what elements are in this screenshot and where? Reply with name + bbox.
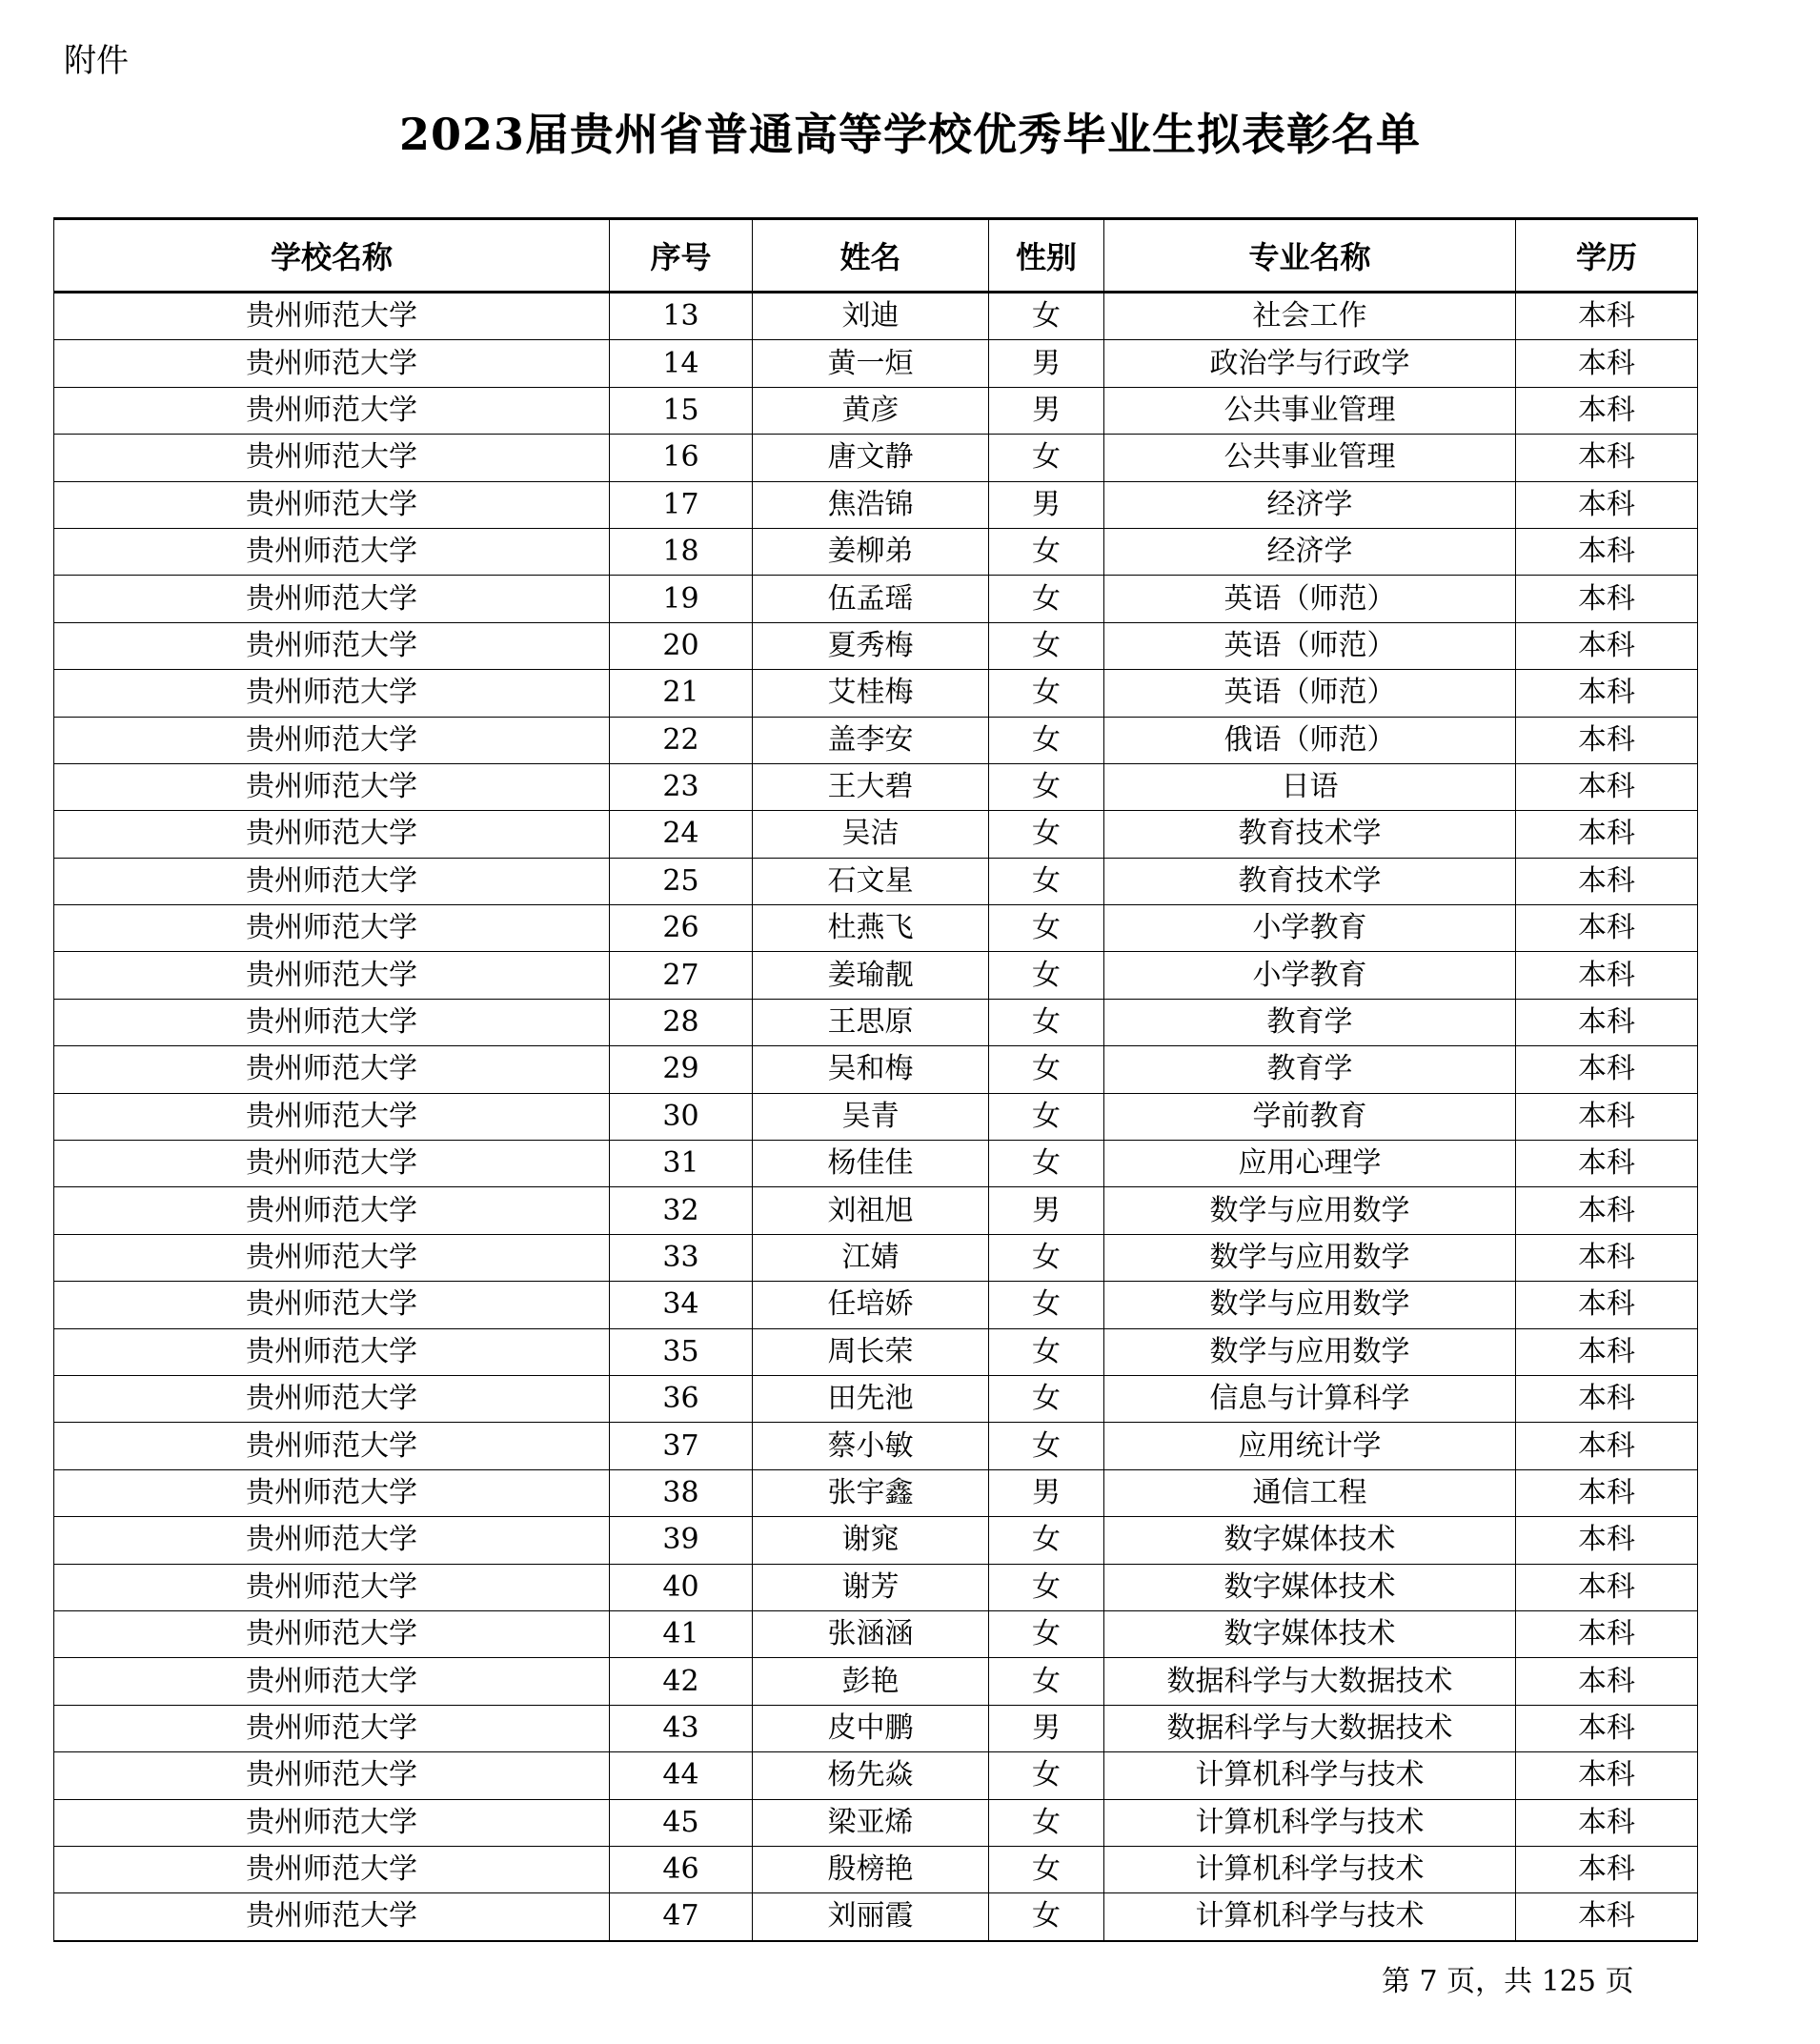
cell-gender: 男 — [989, 481, 1104, 528]
cell-gender: 女 — [989, 1423, 1104, 1469]
cell-major-name: 英语（师范） — [1104, 622, 1516, 669]
cell-school-name: 贵州师范大学 — [54, 1517, 610, 1564]
cell-education-level: 本科 — [1516, 1375, 1698, 1422]
cell-student-name: 谢窕 — [753, 1517, 989, 1564]
cell-major-name: 经济学 — [1104, 481, 1516, 528]
cell-education-level: 本科 — [1516, 1517, 1698, 1564]
cell-major-name: 教育技术学 — [1104, 858, 1516, 904]
cell-student-name: 梁亚烯 — [753, 1799, 989, 1846]
cell-serial-number: 33 — [610, 1234, 753, 1281]
cell-school-name: 贵州师范大学 — [54, 952, 610, 999]
cell-major-name: 教育技术学 — [1104, 811, 1516, 858]
cell-major-name: 数学与应用数学 — [1104, 1328, 1516, 1375]
table-row — [54, 905, 1698, 952]
table-row — [54, 1705, 1698, 1751]
cell-student-name: 彭艳 — [753, 1658, 989, 1705]
cell-education-level: 本科 — [1516, 293, 1698, 340]
cell-education-level: 本科 — [1516, 952, 1698, 999]
cell-education-level: 本科 — [1516, 1141, 1698, 1187]
table-row — [54, 1375, 1698, 1422]
cell-serial-number: 19 — [610, 576, 753, 622]
cell-major-name: 数字媒体技术 — [1104, 1517, 1516, 1564]
cell-school-name: 贵州师范大学 — [54, 1564, 610, 1610]
cell-student-name: 吴和梅 — [753, 1046, 989, 1093]
cell-student-name: 张宇鑫 — [753, 1469, 989, 1516]
cell-serial-number: 20 — [610, 622, 753, 669]
cell-major-name: 数学与应用数学 — [1104, 1187, 1516, 1234]
cell-serial-number: 35 — [610, 1328, 753, 1375]
cell-major-name: 数学与应用数学 — [1104, 1234, 1516, 1281]
cell-school-name: 贵州师范大学 — [54, 1893, 610, 1941]
table-row — [54, 1469, 1698, 1516]
cell-serial-number: 30 — [610, 1093, 753, 1140]
cell-major-name: 数字媒体技术 — [1104, 1564, 1516, 1610]
table-row — [54, 528, 1698, 575]
table-row — [54, 952, 1698, 999]
cell-student-name: 姜柳弟 — [753, 528, 989, 575]
column-header-major-name: 专业名称 — [1104, 219, 1516, 293]
cell-student-name: 王大碧 — [753, 763, 989, 810]
table-row — [54, 1423, 1698, 1469]
cell-school-name: 贵州师范大学 — [54, 905, 610, 952]
cell-student-name: 姜瑜靓 — [753, 952, 989, 999]
cell-gender: 女 — [989, 1328, 1104, 1375]
cell-school-name: 贵州师范大学 — [54, 999, 610, 1045]
cell-school-name: 贵州师范大学 — [54, 1610, 610, 1657]
cell-gender: 女 — [989, 576, 1104, 622]
cell-education-level: 本科 — [1516, 999, 1698, 1045]
cell-gender: 女 — [989, 1282, 1104, 1328]
cell-education-level: 本科 — [1516, 1469, 1698, 1516]
cell-gender: 女 — [989, 622, 1104, 669]
cell-student-name: 刘祖旭 — [753, 1187, 989, 1234]
cell-major-name: 通信工程 — [1104, 1469, 1516, 1516]
cell-student-name: 艾桂梅 — [753, 670, 989, 717]
cell-serial-number: 47 — [610, 1893, 753, 1941]
cell-education-level: 本科 — [1516, 717, 1698, 763]
cell-student-name: 刘迪 — [753, 293, 989, 340]
table-row — [54, 1187, 1698, 1234]
cell-serial-number: 42 — [610, 1658, 753, 1705]
table-row — [54, 1282, 1698, 1328]
table-row — [54, 435, 1698, 481]
table-row — [54, 481, 1698, 528]
cell-education-level: 本科 — [1516, 1846, 1698, 1892]
cell-serial-number: 36 — [610, 1375, 753, 1422]
cell-serial-number: 17 — [610, 481, 753, 528]
table-row — [54, 387, 1698, 434]
cell-student-name: 吴青 — [753, 1093, 989, 1140]
cell-gender: 女 — [989, 435, 1104, 481]
cell-gender: 男 — [989, 1187, 1104, 1234]
table-row — [54, 622, 1698, 669]
cell-student-name: 皮中鹏 — [753, 1705, 989, 1751]
cell-serial-number: 21 — [610, 670, 753, 717]
cell-major-name: 公共事业管理 — [1104, 387, 1516, 434]
table-row — [54, 1799, 1698, 1846]
cell-education-level: 本科 — [1516, 1799, 1698, 1846]
cell-education-level: 本科 — [1516, 763, 1698, 810]
cell-student-name: 盖李安 — [753, 717, 989, 763]
cell-education-level: 本科 — [1516, 670, 1698, 717]
cell-student-name: 杨先焱 — [753, 1752, 989, 1799]
cell-serial-number: 27 — [610, 952, 753, 999]
cell-school-name: 贵州师范大学 — [54, 1423, 610, 1469]
cell-education-level: 本科 — [1516, 1610, 1698, 1657]
cell-gender: 女 — [989, 1610, 1104, 1657]
cell-student-name: 石文星 — [753, 858, 989, 904]
cell-education-level: 本科 — [1516, 811, 1698, 858]
cell-major-name: 教育学 — [1104, 1046, 1516, 1093]
column-header-school-name: 学校名称 — [54, 219, 610, 293]
cell-serial-number: 26 — [610, 905, 753, 952]
cell-school-name: 贵州师范大学 — [54, 1658, 610, 1705]
column-header-student-name: 姓名 — [753, 219, 989, 293]
table-row — [54, 858, 1698, 904]
cell-major-name: 经济学 — [1104, 528, 1516, 575]
cell-gender: 女 — [989, 1658, 1104, 1705]
cell-major-name: 信息与计算科学 — [1104, 1375, 1516, 1422]
cell-serial-number: 22 — [610, 717, 753, 763]
table-header-row — [54, 219, 1698, 293]
cell-education-level: 本科 — [1516, 1234, 1698, 1281]
cell-student-name: 焦浩锦 — [753, 481, 989, 528]
cell-serial-number: 24 — [610, 811, 753, 858]
cell-student-name: 杨佳佳 — [753, 1141, 989, 1187]
document-title: 2023届贵州省普通高等学校优秀毕业生拟表彰名单 — [398, 109, 1422, 160]
cell-school-name: 贵州师范大学 — [54, 1046, 610, 1093]
cell-student-name: 任培娇 — [753, 1282, 989, 1328]
cell-school-name: 贵州师范大学 — [54, 670, 610, 717]
cell-education-level: 本科 — [1516, 1282, 1698, 1328]
cell-education-level: 本科 — [1516, 1046, 1698, 1093]
cell-serial-number: 14 — [610, 340, 753, 387]
table-row — [54, 1846, 1698, 1892]
cell-gender: 女 — [989, 952, 1104, 999]
cell-student-name: 谢芳 — [753, 1564, 989, 1610]
table-row — [54, 670, 1698, 717]
cell-school-name: 贵州师范大学 — [54, 1375, 610, 1422]
cell-student-name: 黄一烜 — [753, 340, 989, 387]
graduate-roster-table — [53, 217, 1698, 1942]
cell-education-level: 本科 — [1516, 1328, 1698, 1375]
cell-gender: 女 — [989, 1234, 1104, 1281]
cell-major-name: 社会工作 — [1104, 293, 1516, 340]
cell-education-level: 本科 — [1516, 481, 1698, 528]
cell-school-name: 贵州师范大学 — [54, 1141, 610, 1187]
cell-serial-number: 44 — [610, 1752, 753, 1799]
table-row — [54, 717, 1698, 763]
cell-school-name: 贵州师范大学 — [54, 1469, 610, 1516]
cell-serial-number: 46 — [610, 1846, 753, 1892]
cell-education-level: 本科 — [1516, 435, 1698, 481]
cell-school-name: 贵州师范大学 — [54, 340, 610, 387]
cell-education-level: 本科 — [1516, 1752, 1698, 1799]
cell-serial-number: 41 — [610, 1610, 753, 1657]
cell-gender: 女 — [989, 1517, 1104, 1564]
cell-gender: 女 — [989, 293, 1104, 340]
cell-school-name: 贵州师范大学 — [54, 293, 610, 340]
cell-serial-number: 25 — [610, 858, 753, 904]
cell-education-level: 本科 — [1516, 1564, 1698, 1610]
cell-education-level: 本科 — [1516, 1893, 1698, 1941]
cell-education-level: 本科 — [1516, 1705, 1698, 1751]
cell-student-name: 黄彦 — [753, 387, 989, 434]
cell-student-name: 唐文静 — [753, 435, 989, 481]
cell-school-name: 贵州师范大学 — [54, 811, 610, 858]
cell-gender: 女 — [989, 1799, 1104, 1846]
cell-gender: 女 — [989, 811, 1104, 858]
table-row — [54, 1517, 1698, 1564]
cell-student-name: 王思原 — [753, 999, 989, 1045]
cell-gender: 男 — [989, 340, 1104, 387]
cell-gender: 女 — [989, 670, 1104, 717]
cell-gender: 女 — [989, 858, 1104, 904]
cell-student-name: 伍孟瑶 — [753, 576, 989, 622]
table-row — [54, 1658, 1698, 1705]
cell-student-name: 杜燕飞 — [753, 905, 989, 952]
cell-major-name: 计算机科学与技术 — [1104, 1846, 1516, 1892]
cell-education-level: 本科 — [1516, 340, 1698, 387]
column-header-gender: 性别 — [989, 219, 1104, 293]
cell-major-name: 日语 — [1104, 763, 1516, 810]
table-header — [54, 219, 1698, 293]
cell-school-name: 贵州师范大学 — [54, 1187, 610, 1234]
cell-school-name: 贵州师范大学 — [54, 717, 610, 763]
cell-school-name: 贵州师范大学 — [54, 1799, 610, 1846]
table-row — [54, 340, 1698, 387]
cell-gender: 男 — [989, 1705, 1104, 1751]
cell-school-name: 贵州师范大学 — [54, 1234, 610, 1281]
cell-major-name: 数字媒体技术 — [1104, 1610, 1516, 1657]
cell-major-name: 小学教育 — [1104, 905, 1516, 952]
column-header-serial-number: 序号 — [610, 219, 753, 293]
column-header-education-level: 学历 — [1516, 219, 1698, 293]
cell-education-level: 本科 — [1516, 1658, 1698, 1705]
cell-gender: 女 — [989, 717, 1104, 763]
cell-student-name: 蔡小敏 — [753, 1423, 989, 1469]
cell-major-name: 计算机科学与技术 — [1104, 1752, 1516, 1799]
cell-school-name: 贵州师范大学 — [54, 435, 610, 481]
cell-gender: 男 — [989, 387, 1104, 434]
table-row — [54, 1893, 1698, 1941]
cell-serial-number: 16 — [610, 435, 753, 481]
cell-education-level: 本科 — [1516, 387, 1698, 434]
cell-major-name: 小学教育 — [1104, 952, 1516, 999]
cell-major-name: 政治学与行政学 — [1104, 340, 1516, 387]
cell-school-name: 贵州师范大学 — [54, 622, 610, 669]
cell-serial-number: 28 — [610, 999, 753, 1045]
cell-major-name: 应用统计学 — [1104, 1423, 1516, 1469]
table-row — [54, 576, 1698, 622]
cell-education-level: 本科 — [1516, 622, 1698, 669]
cell-school-name: 贵州师范大学 — [54, 1093, 610, 1140]
cell-major-name: 公共事业管理 — [1104, 435, 1516, 481]
cell-school-name: 贵州师范大学 — [54, 1846, 610, 1892]
cell-gender: 女 — [989, 1375, 1104, 1422]
table-row — [54, 293, 1698, 340]
cell-school-name: 贵州师范大学 — [54, 576, 610, 622]
cell-school-name: 贵州师范大学 — [54, 858, 610, 904]
cell-serial-number: 31 — [610, 1141, 753, 1187]
cell-school-name: 贵州师范大学 — [54, 1752, 610, 1799]
table-row — [54, 763, 1698, 810]
cell-student-name: 殷榜艳 — [753, 1846, 989, 1892]
cell-school-name: 贵州师范大学 — [54, 1705, 610, 1751]
cell-gender: 女 — [989, 1093, 1104, 1140]
cell-serial-number: 13 — [610, 293, 753, 340]
cell-gender: 女 — [989, 1141, 1104, 1187]
cell-student-name: 吴洁 — [753, 811, 989, 858]
cell-student-name: 周长荣 — [753, 1328, 989, 1375]
table-row — [54, 1046, 1698, 1093]
cell-student-name: 夏秀梅 — [753, 622, 989, 669]
cell-school-name: 贵州师范大学 — [54, 1282, 610, 1328]
cell-gender: 女 — [989, 1893, 1104, 1941]
attachment-label: 附件 — [64, 42, 129, 80]
cell-serial-number: 37 — [610, 1423, 753, 1469]
cell-education-level: 本科 — [1516, 1187, 1698, 1234]
cell-serial-number: 40 — [610, 1564, 753, 1610]
cell-serial-number: 38 — [610, 1469, 753, 1516]
cell-major-name: 学前教育 — [1104, 1093, 1516, 1140]
table-row — [54, 1234, 1698, 1281]
cell-major-name: 教育学 — [1104, 999, 1516, 1045]
table-row — [54, 1141, 1698, 1187]
cell-serial-number: 32 — [610, 1187, 753, 1234]
cell-school-name: 贵州师范大学 — [54, 528, 610, 575]
cell-school-name: 贵州师范大学 — [54, 481, 610, 528]
cell-serial-number: 18 — [610, 528, 753, 575]
cell-major-name: 数学与应用数学 — [1104, 1282, 1516, 1328]
cell-education-level: 本科 — [1516, 576, 1698, 622]
cell-student-name: 张涵涵 — [753, 1610, 989, 1657]
cell-school-name: 贵州师范大学 — [54, 1328, 610, 1375]
cell-gender: 男 — [989, 1469, 1104, 1516]
cell-student-name: 刘丽霞 — [753, 1893, 989, 1941]
cell-gender: 女 — [989, 1046, 1104, 1093]
cell-major-name: 数据科学与大数据技术 — [1104, 1658, 1516, 1705]
table-row — [54, 1093, 1698, 1140]
cell-major-name: 英语（师范） — [1104, 576, 1516, 622]
cell-student-name: 田先池 — [753, 1375, 989, 1422]
cell-student-name: 江婧 — [753, 1234, 989, 1281]
cell-major-name: 计算机科学与技术 — [1104, 1799, 1516, 1846]
cell-gender: 女 — [989, 905, 1104, 952]
cell-education-level: 本科 — [1516, 528, 1698, 575]
cell-serial-number: 34 — [610, 1282, 753, 1328]
cell-gender: 女 — [989, 1846, 1104, 1892]
table-row — [54, 1328, 1698, 1375]
cell-serial-number: 15 — [610, 387, 753, 434]
cell-education-level: 本科 — [1516, 1093, 1698, 1140]
cell-major-name: 英语（师范） — [1104, 670, 1516, 717]
table-row — [54, 1752, 1698, 1799]
cell-education-level: 本科 — [1516, 905, 1698, 952]
cell-serial-number: 29 — [610, 1046, 753, 1093]
table-body — [54, 293, 1698, 1941]
cell-major-name: 计算机科学与技术 — [1104, 1893, 1516, 1941]
cell-education-level: 本科 — [1516, 1423, 1698, 1469]
table-row — [54, 811, 1698, 858]
cell-major-name: 应用心理学 — [1104, 1141, 1516, 1187]
cell-serial-number: 43 — [610, 1705, 753, 1751]
cell-serial-number: 39 — [610, 1517, 753, 1564]
cell-serial-number: 23 — [610, 763, 753, 810]
table-row — [54, 1564, 1698, 1610]
page-indicator: 第 7 页，共 125 页 — [1382, 1965, 1634, 1998]
cell-school-name: 贵州师范大学 — [54, 387, 610, 434]
cell-education-level: 本科 — [1516, 858, 1698, 904]
cell-serial-number: 45 — [610, 1799, 753, 1846]
cell-major-name: 数据科学与大数据技术 — [1104, 1705, 1516, 1751]
cell-gender: 女 — [989, 1564, 1104, 1610]
table-row — [54, 1610, 1698, 1657]
cell-gender: 女 — [989, 1752, 1104, 1799]
table-row — [54, 999, 1698, 1045]
cell-school-name: 贵州师范大学 — [54, 763, 610, 810]
cell-gender: 女 — [989, 763, 1104, 810]
cell-gender: 女 — [989, 999, 1104, 1045]
cell-major-name: 俄语（师范） — [1104, 717, 1516, 763]
cell-gender: 女 — [989, 528, 1104, 575]
